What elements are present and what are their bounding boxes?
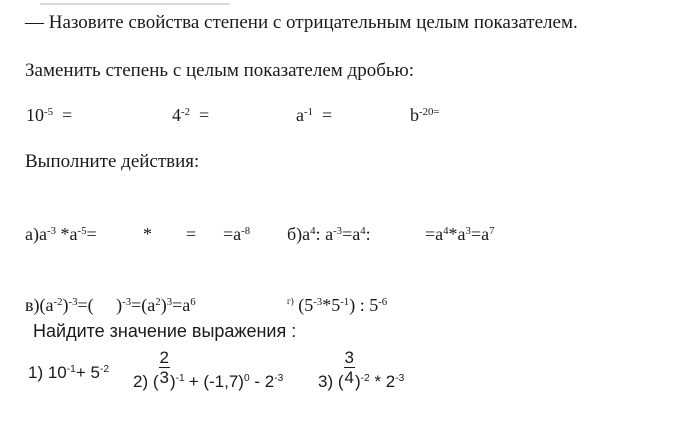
expr-a-eq2: = <box>186 224 197 244</box>
expr-a-left: $а)a^{-3}$ $*a^{-5}=$ <box>25 224 97 244</box>
question-line: — Назовите свойства степени с отрицательным целым показателем. <box>25 12 578 33</box>
expr-b-left: $б)a^4$: $a^{-3}=a^4$: <box>287 224 371 244</box>
item-10-pow: $10^{-5}$ = <box>26 105 73 125</box>
item-a-pow: $a^{-1}$ = <box>296 105 333 125</box>
item-4-pow: $4^{-2}$ = <box>172 105 210 125</box>
task3-heading: Найдите значение выражения : <box>33 321 297 341</box>
fraction-3-4: $\frac{3}{4}$ <box>344 348 354 387</box>
task2-heading: Выполните действия: <box>25 151 200 172</box>
fraction-2-3: $\frac{2}{3}$ <box>159 348 169 387</box>
expr-3: 3) ( $\frac{3}{4}$ )$^{-2} * 2^{-3}$ <box>318 348 405 391</box>
expr-b-result: $=a^4*a^3=a^7$ <box>425 224 495 244</box>
expr-2: 2) ( $\frac{2}{3}$ )$^{-1} + (-1,7)^0 - 2^{-3}$ <box>133 348 284 391</box>
expr-v: $в)(a^{-2})^{-3}=$( )$^{-3}=(a^2)^3=a^6$ <box>25 295 196 315</box>
expr-g: $^{г)}$ $(5^{-3}*5^{-1})$ : $5^{-6}$ <box>287 295 388 315</box>
item-b-pow: $b^{-20=}$ <box>410 105 440 125</box>
clipped-line-above <box>40 0 230 5</box>
expr-a-star: * <box>143 224 152 244</box>
task1-heading: Заменить степень с целым показателем дробью: <box>25 60 415 81</box>
expr-1: 1) $10^{-1}+ 5^{-2}$ <box>28 363 109 382</box>
expr-a-result: $=a^{-8}$ <box>223 224 251 244</box>
